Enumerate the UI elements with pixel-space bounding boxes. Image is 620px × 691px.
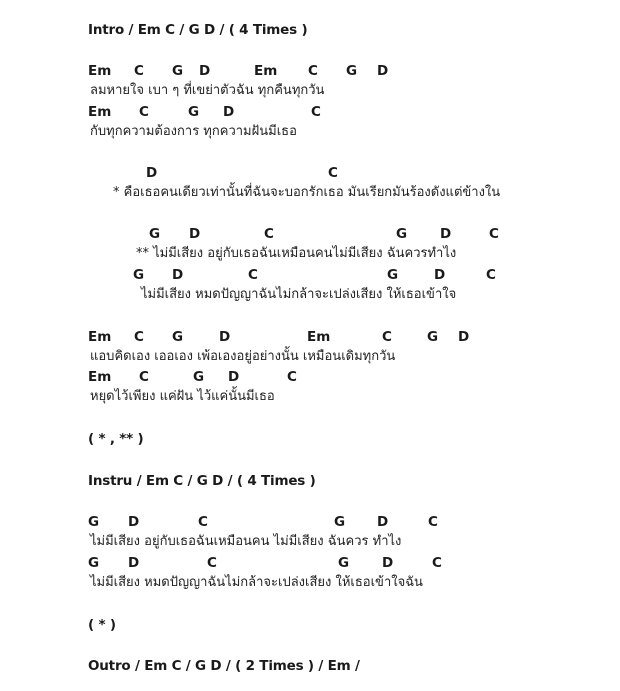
chord-c: C — [382, 329, 392, 345]
chord-d: D — [458, 329, 470, 345]
chord-g: G — [334, 514, 346, 530]
chord-c: C — [489, 226, 499, 242]
chord-g: G — [396, 226, 408, 242]
chord-c: C — [486, 267, 496, 283]
chord-g: G — [88, 555, 100, 571]
chord-em: Em — [254, 63, 278, 79]
chord-d: D — [223, 104, 235, 120]
chord-g: G — [88, 514, 100, 530]
chord-em: Em — [88, 329, 112, 345]
chord-c: C — [432, 555, 442, 571]
chord-g: G — [149, 226, 161, 242]
chord-c: C — [207, 555, 217, 571]
chord-d: D — [128, 514, 140, 530]
chord-c: C — [248, 267, 258, 283]
chorus2-lyric-line2: ไม่มีเสียง หมดปัญญาฉันไม่กล้าจะเปล่งเสียง ให้เธอเข้าใจ — [141, 287, 457, 302]
chord-c: C — [311, 104, 321, 120]
chord-g: G — [387, 267, 399, 283]
chord-d: D — [228, 369, 240, 385]
chord-c: C — [134, 329, 144, 345]
chord-c: C — [308, 63, 318, 79]
chord-d: D — [434, 267, 446, 283]
chord-c: C — [428, 514, 438, 530]
chord-em: Em — [88, 369, 112, 385]
chord-g: G — [133, 267, 145, 283]
chord-d: D — [199, 63, 211, 79]
chord-c: C — [134, 63, 144, 79]
chord-g: G — [338, 555, 350, 571]
chord-c: C — [328, 165, 338, 181]
chord-c: C — [264, 226, 274, 242]
chord-d: D — [146, 165, 158, 181]
verse2-lyric-line2: หยุดไว้เพียง แค่ฝัน ไว้แค่นั้นมีเธอ — [90, 389, 275, 404]
chord-c: C — [139, 369, 149, 385]
chord-d: D — [219, 329, 231, 345]
chord-g: G — [172, 63, 184, 79]
chord-c: C — [139, 104, 149, 120]
verse1-lyric-line2: กับทุกความต้องการ ทุกความฝันมีเธอ — [90, 124, 297, 139]
chord-g: G — [427, 329, 439, 345]
chord-em: Em — [88, 104, 112, 120]
chorus1-lyric: * คือเธอคนเดียวเท่านั้นที่ฉันจะบอกรักเธอ มันเรียกมันร้องดังแต่ข้างใน — [113, 185, 501, 200]
chord-d: D — [382, 555, 394, 571]
chord-d: D — [377, 63, 389, 79]
chord-c: C — [287, 369, 297, 385]
verse2-lyric-line1: แอบคิดเอง เออเอง เพ้อเองอยู่อย่างนั้น เหมือนเดิมทุกวัน — [90, 349, 396, 364]
outro-heading: Outro / Em C / G D / ( 2 Times ) / Em / — [88, 658, 360, 674]
chord-g: G — [188, 104, 200, 120]
instru-heading: Instru / Em C / G D / ( 4 Times ) — [88, 473, 316, 489]
intro-heading: Intro / Em C / G D / ( 4 Times ) — [88, 22, 308, 38]
chord-d: D — [440, 226, 452, 242]
chord-d: D — [128, 555, 140, 571]
chord-g: G — [172, 329, 184, 345]
bridge-lyric-line2: ไม่มีเสียง หมดปัญญาฉันไม่กล้าจะเปล่งเสียง ให้เธอเข้าใจฉัน — [90, 575, 423, 590]
repeat-marker-star: ( * ) — [88, 617, 116, 633]
chord-em: Em — [307, 329, 331, 345]
chord-c: C — [198, 514, 208, 530]
verse1-lyric-line1: ลมหายใจ เบา ๆ ที่เขย่าตัวฉัน ทุกคืนทุกวัน — [90, 83, 325, 98]
chord-d: D — [189, 226, 201, 242]
bridge-lyric-line1: ไม่มีเสียง อยู่กับเธอฉันเหมือนคน ไม่มีเสียง ฉันควร ทำไง — [90, 534, 402, 549]
chord-g: G — [193, 369, 205, 385]
chord-d: D — [172, 267, 184, 283]
chord-em: Em — [88, 63, 112, 79]
repeat-marker-chorus: ( * , ** ) — [88, 431, 144, 447]
chorus2-lyric-line1: ** ไม่มีเสียง อยู่กับเธอฉันเหมือนคนไม่มีเสียง ฉันควรทำไง — [136, 246, 457, 261]
chord-g: G — [346, 63, 358, 79]
chord-d: D — [377, 514, 389, 530]
